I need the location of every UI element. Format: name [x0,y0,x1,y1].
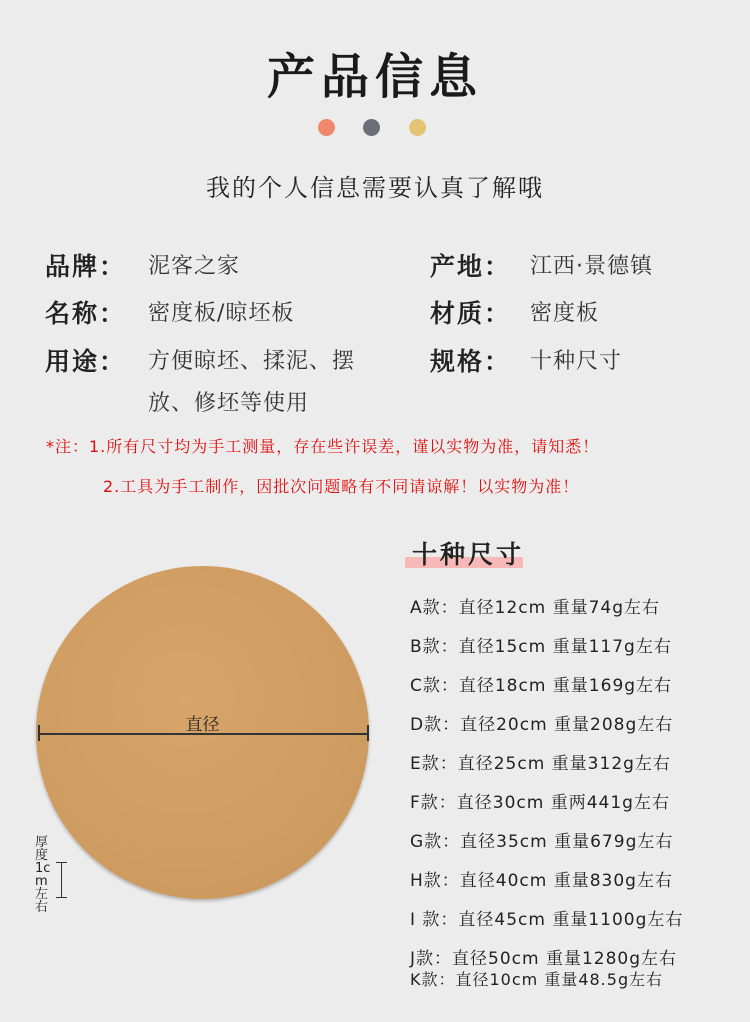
use-label: 用途： [45,347,127,376]
size-item-g: G款：直径35cm 重量679g左右 [410,832,674,852]
size-item-b: B款：直径15cm 重量117g左右 [410,637,672,657]
size-item-h: H款：直径40cm 重量830g左右 [410,871,673,891]
yellow-dot [409,119,426,136]
orange-dot [318,119,335,136]
note-line-2: 2.工具为手工制作，因批次问题略有不同请谅解！以实物为准！ [103,477,580,496]
name-value: 密度板/晾坯板 [148,301,295,326]
material-label: 材质： [430,299,512,328]
thickness-label: 厚度1cm左右 [35,835,51,915]
subtitle: 我的个人信息需要认真了解哦 [206,174,544,202]
use-value-line2: 放、修坯等使用 [148,391,310,416]
brand-label: 品牌： [45,252,127,281]
origin-value: 江西·景德镇 [530,254,653,279]
size-item-i: I 款：直径45cm 重量1100g左右 [410,910,684,930]
name-row [45,294,295,330]
spec-value: 十种尺寸 [530,349,623,374]
thickness-cap-bottom [56,897,67,898]
page-title: 产品信息 [266,49,483,105]
material-row [430,294,600,330]
use-row [45,342,356,416]
use-value-line1: 方便晾坯、揉泥、摆 [148,349,356,374]
brand-row [45,247,241,283]
size-item-d: D款：直径20cm 重量208g左右 [410,715,674,735]
size-item-f: F款：直径30cm 重两441g左右 [410,793,670,813]
size-item-e: E款：直径25cm 重量312g左右 [410,754,671,774]
origin-row [430,247,653,283]
note-line-1: *注：1.所有尺寸均为手工测量，存在些许误差，谨以实物为准，请知悉！ [46,437,600,456]
brand-value: 泥客之家 [148,254,241,279]
material-value: 密度板 [530,301,600,326]
gray-dot [363,119,380,136]
sizes-heading: 十种尺寸 [412,540,525,569]
spec-label: 规格： [430,347,512,376]
origin-label: 产地： [430,252,512,281]
spec-row [430,342,623,378]
diameter-label: 直径 [185,715,220,735]
size-item-k: K款：直径10cm 重量48.5g左右 [410,970,664,989]
size-item-j: J款：直径50cm 重量1280g左右 [410,949,678,969]
size-item-c: C款：直径18cm 重量169g左右 [410,676,673,696]
name-label: 名称： [45,299,127,328]
thickness-bar [61,862,62,898]
size-item-a: A款：直径12cm 重量74g左右 [410,598,660,618]
decorative-dots [318,119,430,137]
